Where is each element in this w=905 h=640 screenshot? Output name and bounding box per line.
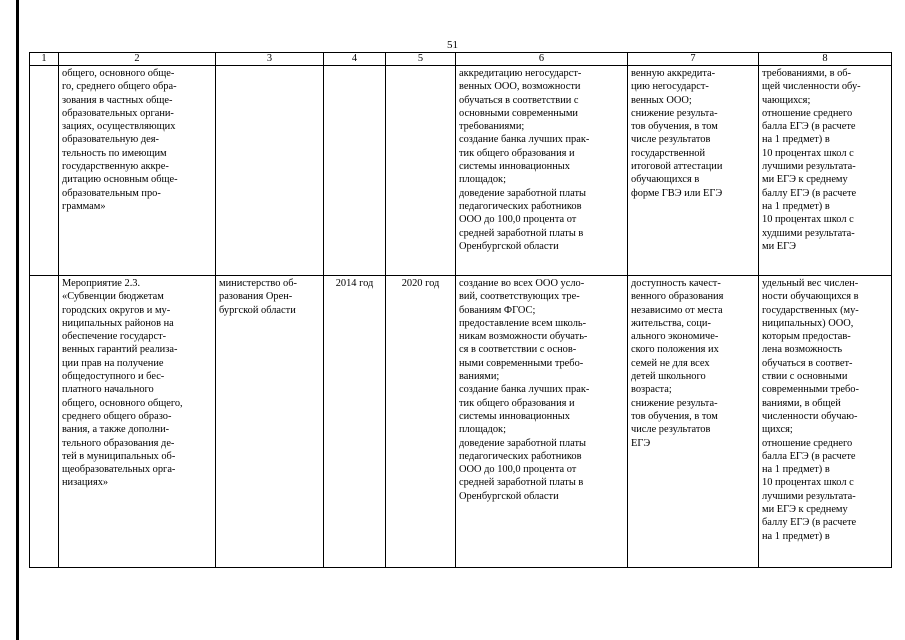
column-header: 5 bbox=[386, 53, 456, 66]
table-row bbox=[30, 276, 892, 568]
document-table bbox=[29, 52, 892, 568]
executor-cell bbox=[216, 66, 324, 276]
consequences-cell: венную аккредита- цию негосударст- венных ООО; снижение результа- тов обучения, в том числе результатов государственной итоговой аттестации обучающихся в форме ГВЭ или ЕГЭ bbox=[628, 66, 759, 276]
executor-cell: министерство об- разования Орен- бургской области bbox=[216, 276, 324, 568]
measure-name-cell: Мероприятие 2.3. «Субвенции бюджетам городских округов и му- ниципальных районов на обеспечение государст- венных гарантий реализа- ции прав на получение общедоступного и бес- платного начального общего, основного общего, среднего общего образо- вания, а также дополни- тельного образования де- тей в муниципальных об- щеобразовательных орга- низациях» bbox=[59, 276, 216, 568]
start-year-cell: 2014 год bbox=[324, 276, 386, 568]
measure-name-cell: общего, основного обще- го, среднего общего обра- зования в частных обще- образовательных органи- зациях, осуществляющих образовательную дея- тельность по имеющим государственную аккре- дитацию основным обще- образовательным про- граммам» bbox=[59, 66, 216, 276]
expected-result-cell: создание во всех ООО усло- вий, соответствующих тре- бованиям ФГОС; предоставление всем школь- никам возможности обучать- ся в соответствии с основ- ными современными требо- ваниями; создание банка лучших прак- тик общего образования и системы инновационных площадок; доведение заработной платы педагогических работников ООО до 100,0 процента от средней заработной платы в Оренбургской области bbox=[456, 276, 628, 568]
column-header: 4 bbox=[324, 53, 386, 66]
expected-result-cell: аккредитацию негосударст- венных ООО, возможности обучаться в соответствии с основными современными требованиями; создание банка лучших прак- тик общего образования и системы инновационных площадок; доведение заработной платы педагогических работников ООО до 100,0 процента от средней заработной платы в Оренбургской области bbox=[456, 66, 628, 276]
end-year-cell: 2020 год bbox=[386, 276, 456, 568]
consequences-cell: доступность качест- венного образования независимо от места жительства, соци- ального экономиче- ского положения их семей не для всех детей школьного возраста; снижение результа- тов обучения, в том числе результатов ЕГЭ bbox=[628, 276, 759, 568]
column-header: 3 bbox=[216, 53, 324, 66]
column-number-row bbox=[30, 53, 892, 66]
indicator-cell: удельный вес числен- ности обучающихся в государственных (му- ниципальных) ООО, которым предостав- лена возможность обучаться в соответ- ствии с основными современными требо- ваниями, в общей численности обучаю- щихся; отношение среднего балла ЕГЭ (в расчете на 1 предмет) в 10 процентах школ с лучшими результата- ми ЕГЭ к среднему баллу ЕГЭ (в расчете на 1 предмет) в bbox=[759, 276, 892, 568]
row-number-cell bbox=[30, 66, 59, 276]
column-header: 6 bbox=[456, 53, 628, 66]
column-header: 8 bbox=[759, 53, 892, 66]
indicator-cell: требованиями, в об- щей численности обу- чающихся; отношение среднего балла ЕГЭ (в расчете на 1 предмет) в 10 процентах школ с лучшими результата- ми ЕГЭ к среднему баллу ЕГЭ (в расчете на 1 предмет) в 10 процентах школ с худшими результата- ми ЕГЭ bbox=[759, 66, 892, 276]
column-header: 2 bbox=[59, 53, 216, 66]
scan-border-line bbox=[16, 0, 19, 640]
end-year-cell bbox=[386, 66, 456, 276]
row-number-cell bbox=[30, 276, 59, 568]
table-row bbox=[30, 66, 892, 276]
column-header: 1 bbox=[30, 53, 59, 66]
start-year-cell bbox=[324, 66, 386, 276]
column-header: 7 bbox=[628, 53, 759, 66]
page-number: 51 bbox=[447, 39, 458, 51]
